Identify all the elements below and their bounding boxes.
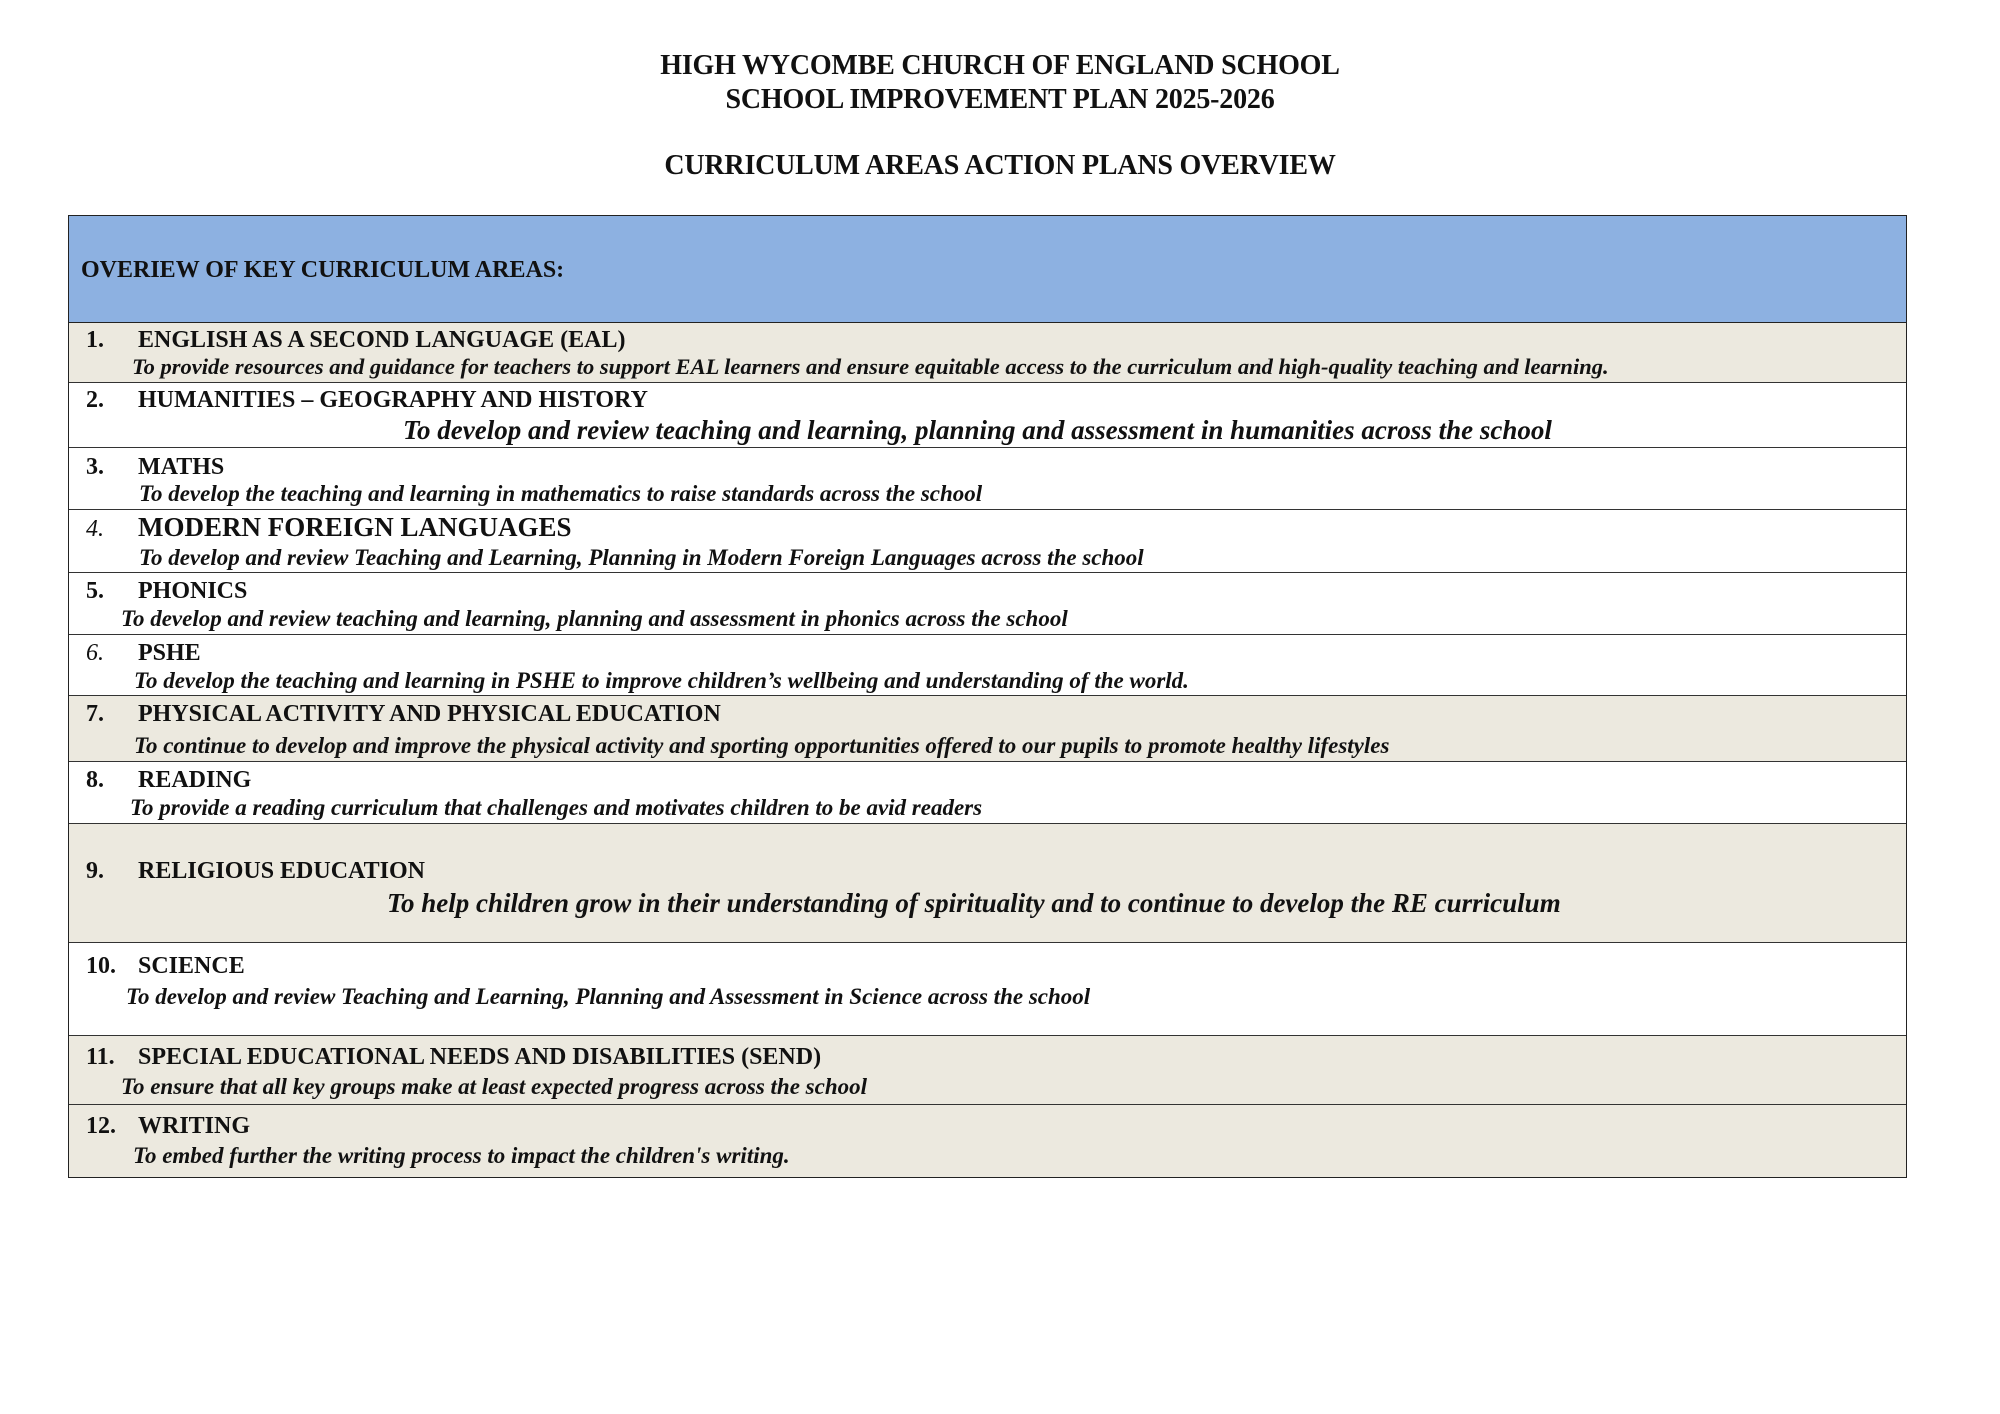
row-number: 2. (86, 387, 104, 413)
row-number: 6. (86, 640, 104, 666)
row-description: To embed further the writing process to impact the children's writing. (133, 1143, 790, 1168)
row-heading: RELIGIOUS EDUCATION (138, 858, 425, 884)
row-description: To develop and review teaching and learning, planning and assessment in phonics across the school (121, 606, 1068, 631)
overview-subtitle: CURRICULUM AREAS ACTION PLANS OVERVIEW (664, 150, 1336, 181)
row-description: To develop and review Teaching and Learning, Planning and Assessment in Science across the school (126, 984, 1091, 1009)
row-description: To help children grow in their understanding of spirituality and to continue to develop the RE curriculum (387, 888, 1561, 918)
row-description: To provide resources and guidance for teachers to support EAL learners and ensure equitable access to the curriculum and high-quality teaching and learning. (132, 354, 1609, 379)
row-description: To develop the teaching and learning in mathematics to raise standards across the school (139, 481, 983, 506)
row-heading: SCIENCE (138, 953, 245, 979)
table-row-pshe (69, 635, 1906, 696)
row-heading: HUMANITIES – GEOGRAPHY AND HISTORY (138, 387, 648, 413)
table-row-science (69, 943, 1906, 1036)
row-description: To ensure that all key groups make at least expected progress across the school (121, 1074, 868, 1099)
row-heading: MODERN FOREIGN LANGUAGES (138, 512, 572, 542)
table-header-label: OVERIEW OF KEY CURRICULUM AREAS: (81, 257, 565, 283)
row-number: 11. (86, 1044, 115, 1070)
row-number: 3. (86, 454, 104, 480)
row-heading: PHYSICAL ACTIVITY AND PHYSICAL EDUCATION (138, 701, 721, 727)
row-number: 5. (86, 578, 104, 604)
table-header (69, 216, 1906, 323)
row-description: To provide a reading curriculum that challenges and motivates children to be avid readers (130, 795, 983, 820)
row-description: To continue to develop and improve the physical activity and sporting opportunities offered to our pupils to promote healthy lifestyles (134, 733, 1390, 758)
row-heading: WRITING (138, 1113, 251, 1139)
curriculum-areas-table (68, 215, 1907, 1178)
row-number: 10. (86, 953, 116, 979)
table-row-writing (69, 1105, 1906, 1177)
row-heading: ENGLISH AS A SECOND LANGUAGE (EAL) (138, 327, 626, 353)
table-row-eal (69, 323, 1906, 383)
row-heading: READING (138, 767, 252, 793)
row-number: 8. (86, 767, 104, 793)
table-row-phonics (69, 573, 1906, 635)
table-row-send (69, 1036, 1906, 1105)
row-heading: SPECIAL EDUCATIONAL NEEDS AND DISABILITIES (SEND) (138, 1044, 822, 1070)
row-description: To develop and review Teaching and Learning, Planning in Modern Foreign Languages across the school (139, 545, 1144, 570)
row-description: To develop and review teaching and learning, planning and assessment in humanities across the school (403, 415, 1552, 445)
table-row-physical-education (69, 696, 1906, 762)
row-heading: PHONICS (138, 578, 248, 604)
row-number: 12. (86, 1113, 116, 1139)
table-row-reading (69, 762, 1906, 824)
table-row-mfl (69, 510, 1906, 573)
table-row-humanities (69, 383, 1906, 448)
row-heading: PSHE (138, 640, 201, 666)
row-number: 9. (86, 858, 104, 884)
plan-title: SCHOOL IMPROVEMENT PLAN 2025-2026 (725, 84, 1275, 115)
row-description: To develop the teaching and learning in PSHE to improve children’s wellbeing and understanding of the world. (134, 668, 1189, 693)
row-number: 4. (86, 516, 104, 542)
row-number: 7. (86, 701, 104, 727)
row-number: 1. (86, 327, 104, 353)
row-heading: MATHS (138, 454, 225, 480)
school-name-title: HIGH WYCOMBE CHURCH OF ENGLAND SCHOOL (660, 50, 1340, 81)
table-row-maths (69, 448, 1906, 510)
table-row-religious-education (69, 824, 1906, 943)
